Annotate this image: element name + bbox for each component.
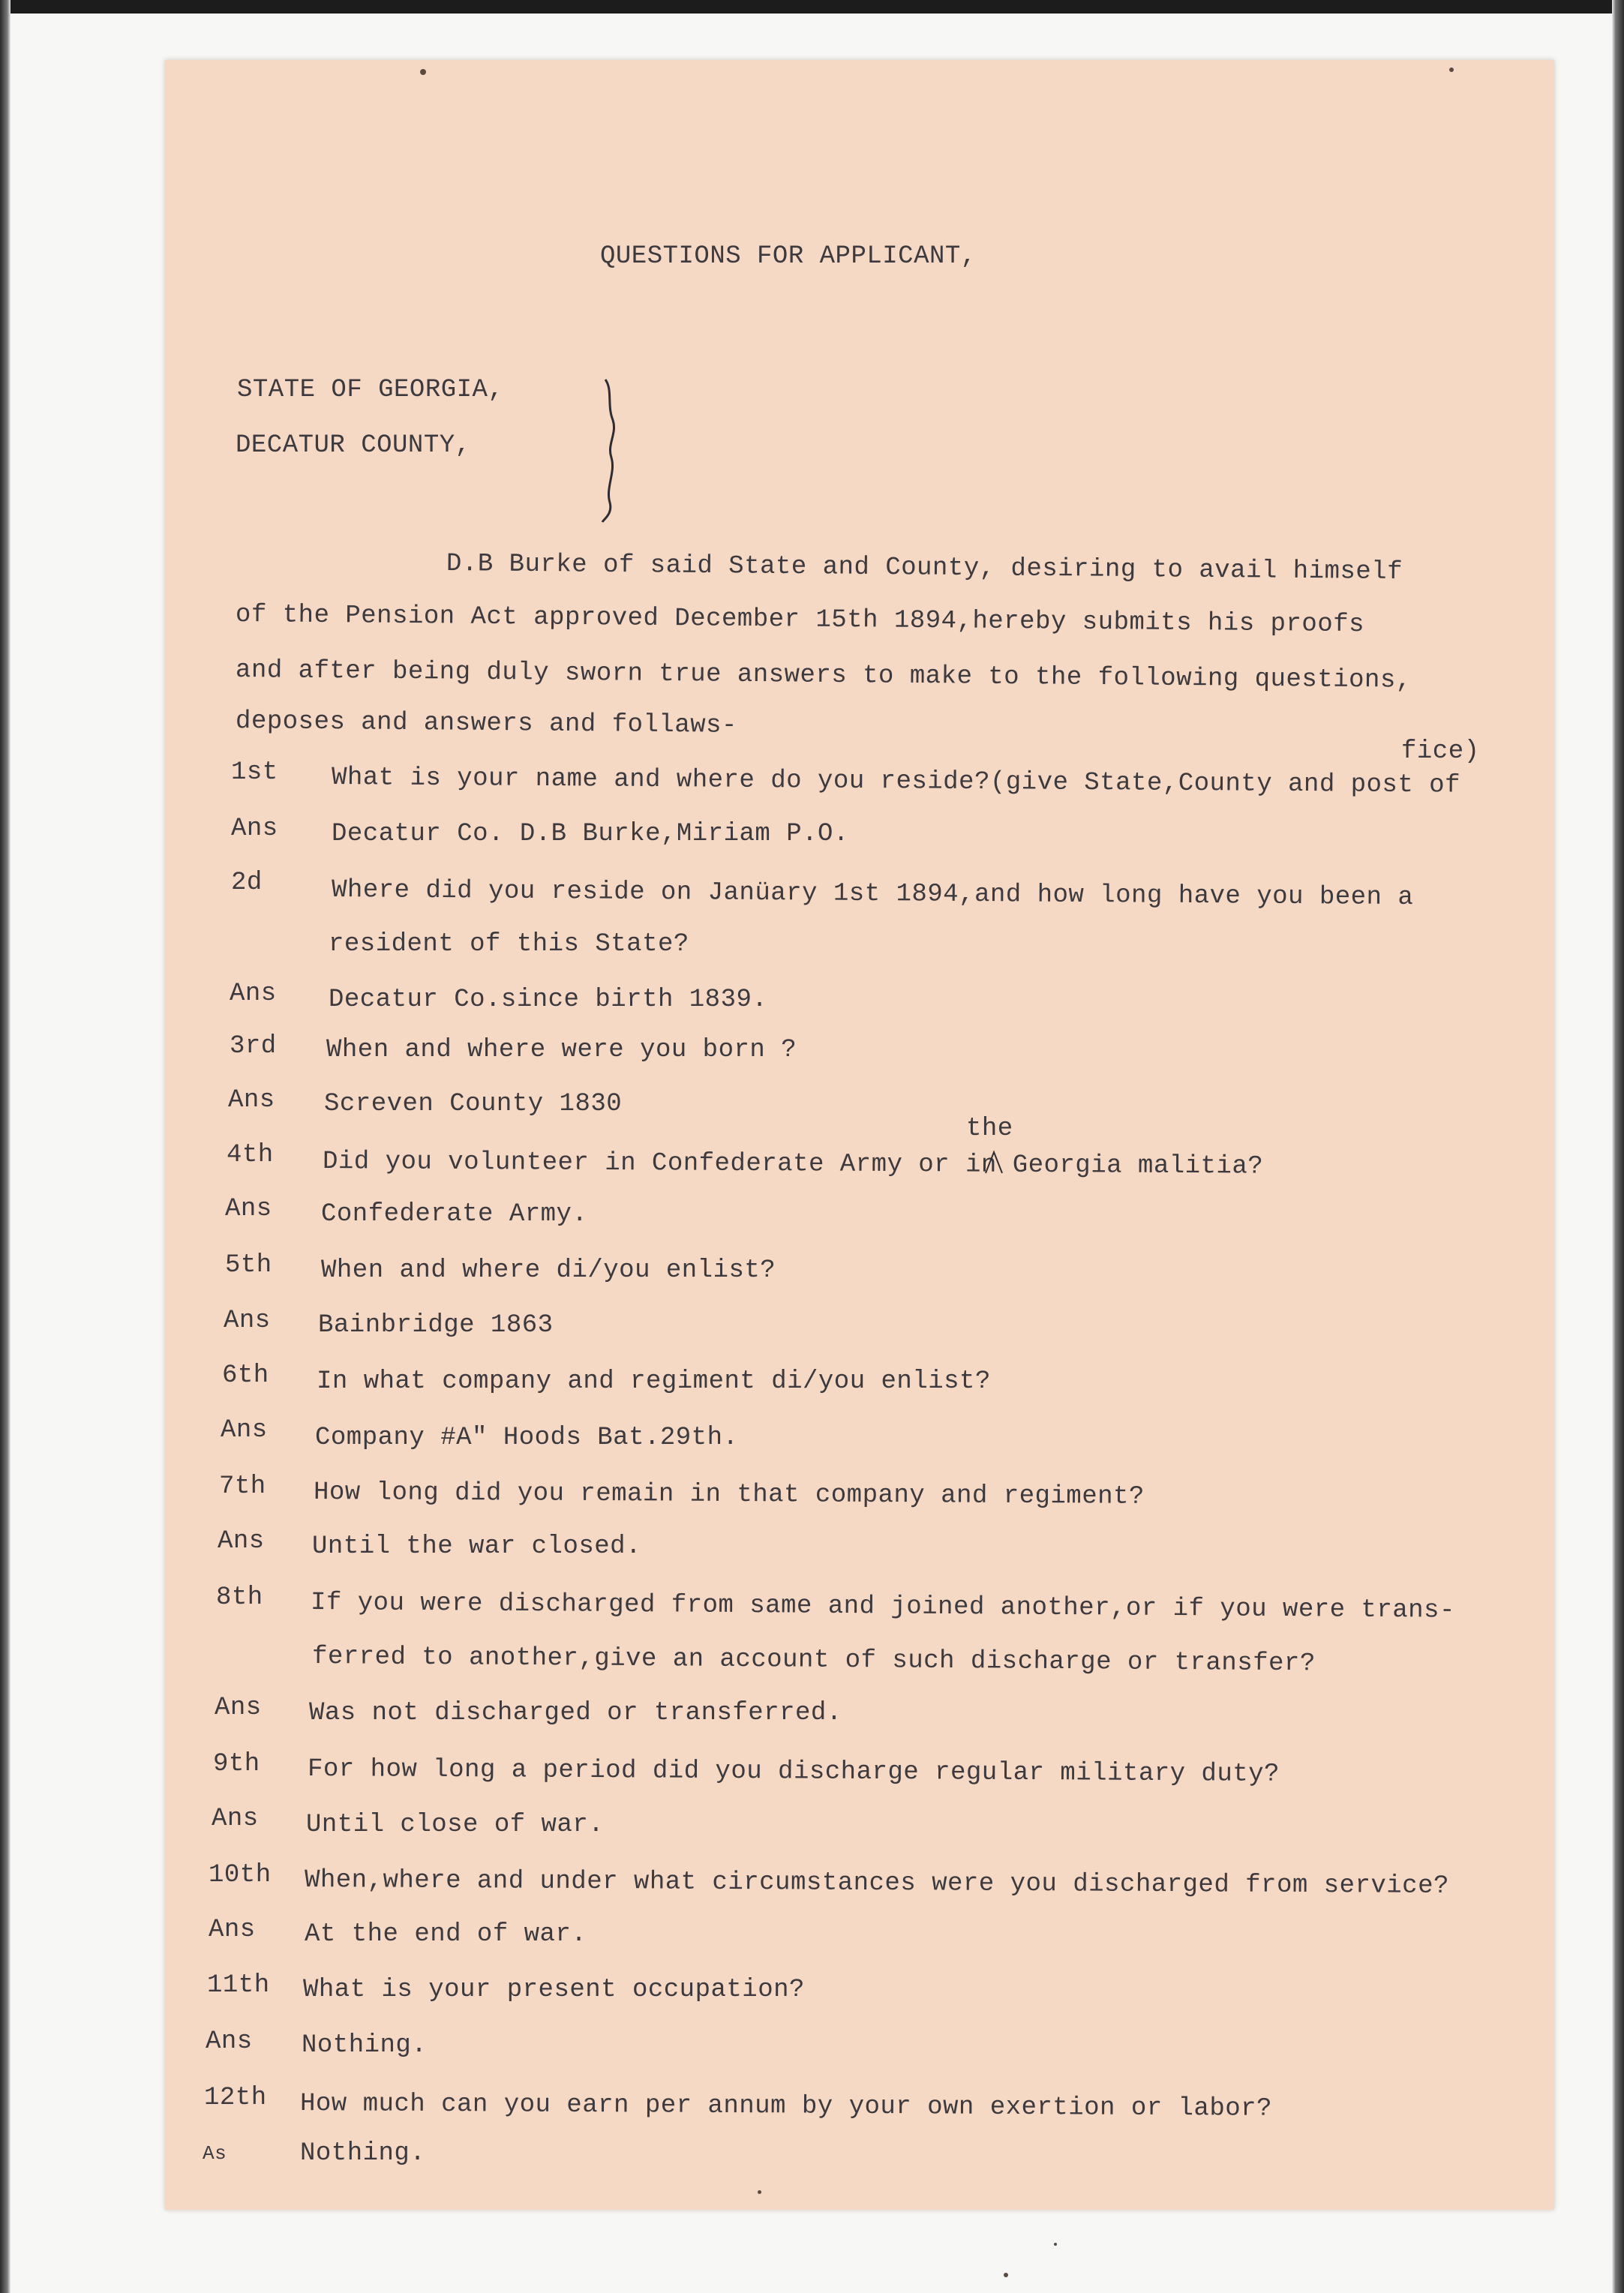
row-text-ans-2: Decatur Co.since birth 1839. bbox=[329, 986, 768, 1014]
county-line: DECATUR COUNTY, bbox=[236, 431, 471, 460]
row-text-ans-4: Confederate Army. bbox=[321, 1200, 588, 1229]
scan-top-border bbox=[0, 0, 1624, 14]
paper-speck bbox=[758, 2190, 761, 2194]
row-text-ans-5: Bainbridge 1863 bbox=[318, 1311, 554, 1340]
row-text-2d: Where did you reside on Janüary 1st 1894,and how long have you been a bbox=[331, 876, 1414, 913]
row-label-11th: 11th bbox=[207, 1971, 270, 2000]
intro-line-1: D.B Burke of said State and County, desiring to avail himself bbox=[446, 550, 1403, 587]
row-text-ans-12: Nothing. bbox=[300, 2139, 426, 2168]
q1-overline: fice) bbox=[1401, 737, 1480, 766]
paper-speck bbox=[1449, 68, 1454, 72]
row-label-ans-3: Ans bbox=[228, 1086, 275, 1115]
row-label-ans-12: As bbox=[203, 2142, 227, 2165]
state-line: STATE OF GEORGIA, bbox=[237, 376, 504, 404]
row-label-5th: 5th bbox=[225, 1251, 272, 1280]
row-label-ans-6: Ans bbox=[221, 1416, 268, 1445]
row-label-2d: 2d bbox=[231, 869, 263, 897]
intro-line-4: deposes and answers and follaws- bbox=[235, 707, 738, 740]
row-label-ans-2: Ans bbox=[230, 980, 277, 1008]
row-label-ans-11: Ans bbox=[206, 2027, 253, 2056]
row-text-ans-3: Screven County 1830 bbox=[324, 1090, 623, 1118]
row-text-ans-7: Until the war closed. bbox=[312, 1532, 641, 1561]
document-title: QUESTIONS FOR APPLICANT, bbox=[600, 242, 977, 271]
row-label-ans-8: Ans bbox=[215, 1694, 262, 1722]
row-text-8th: If you were discharged from same and joined another,or if you were trans- bbox=[310, 1589, 1456, 1625]
caret-mark bbox=[983, 1149, 1005, 1176]
row-label-ans-1: Ans bbox=[231, 815, 278, 843]
row-text-4th: Did you volunteer in Confederate Army or in Georgia malitia? bbox=[322, 1148, 1264, 1181]
row-label-ans-10: Ans bbox=[209, 1916, 256, 1944]
q4-insert: the bbox=[966, 1115, 1013, 1143]
row-label-9th: 9th bbox=[213, 1750, 260, 1778]
row-text-ans-8: Was not discharged or transferred. bbox=[309, 1699, 842, 1727]
row-label-3rd: 3rd bbox=[230, 1032, 277, 1061]
row-text-ans-1: Decatur Co. D.B Burke,Miriam P.O. bbox=[332, 820, 849, 848]
bracket-mark bbox=[598, 375, 622, 525]
row-text-ans-9: Until close of war. bbox=[306, 1811, 605, 1839]
background-speck bbox=[1054, 2243, 1057, 2246]
scan-right-border bbox=[1612, 0, 1624, 2293]
row-label-6th: 6th bbox=[222, 1361, 269, 1390]
background-speck bbox=[1004, 2273, 1008, 2277]
row-label-4th: 4th bbox=[227, 1141, 274, 1169]
row-text-5th: When and where di/you enlist? bbox=[321, 1256, 776, 1285]
row-text-9th: For how long a period did you discharge regular military duty? bbox=[307, 1755, 1280, 1789]
row-text-1st: What is your name and where do you reside?(give State,County and post of bbox=[331, 764, 1461, 800]
row-text-12th: How much can you earn per annum by your own exertion or labor? bbox=[299, 2090, 1273, 2123]
row-label-ans-7: Ans bbox=[218, 1527, 265, 1556]
row-text-2d-cont: resident of this State? bbox=[329, 930, 689, 959]
row-label-1st: 1st bbox=[231, 758, 278, 787]
row-text-10th: When,where and under what circumstances were you discharged from service? bbox=[304, 1866, 1450, 1901]
row-label-7th: 7th bbox=[219, 1472, 266, 1501]
row-text-ans-11: Nothing. bbox=[302, 2031, 428, 2060]
row-label-ans-9: Ans bbox=[212, 1805, 259, 1833]
row-label-ans-5: Ans bbox=[224, 1307, 271, 1335]
row-text-8th-cont: ferred to another,give an account of such discharge or transfer? bbox=[311, 1643, 1316, 1679]
intro-line-2: of the Pension Act approved December 15th 1894,hereby submits his proofs bbox=[235, 601, 1365, 640]
row-text-6th: In what company and regiment di/you enlist? bbox=[317, 1367, 991, 1396]
row-text-ans-10: At the end of war. bbox=[305, 1920, 587, 1949]
row-text-7th: How long did you remain in that company and regiment? bbox=[313, 1478, 1145, 1511]
scan-left-border bbox=[0, 0, 11, 2293]
row-label-8th: 8th bbox=[216, 1583, 263, 1612]
row-text-11th: What is your present occupation? bbox=[303, 1976, 805, 2004]
row-label-12th: 12th bbox=[204, 2084, 267, 2112]
row-label-10th: 10th bbox=[209, 1861, 272, 1889]
intro-line-3: and after being duly sworn true answers to make to the following questions, bbox=[235, 656, 1412, 695]
document-page bbox=[165, 60, 1554, 2210]
paper-speck bbox=[420, 69, 426, 75]
row-label-ans-4: Ans bbox=[225, 1195, 272, 1223]
row-text-ans-6: Company #A" Hoods Bat.29th. bbox=[315, 1424, 739, 1452]
row-text-3rd: When and where were you born ? bbox=[326, 1036, 797, 1064]
